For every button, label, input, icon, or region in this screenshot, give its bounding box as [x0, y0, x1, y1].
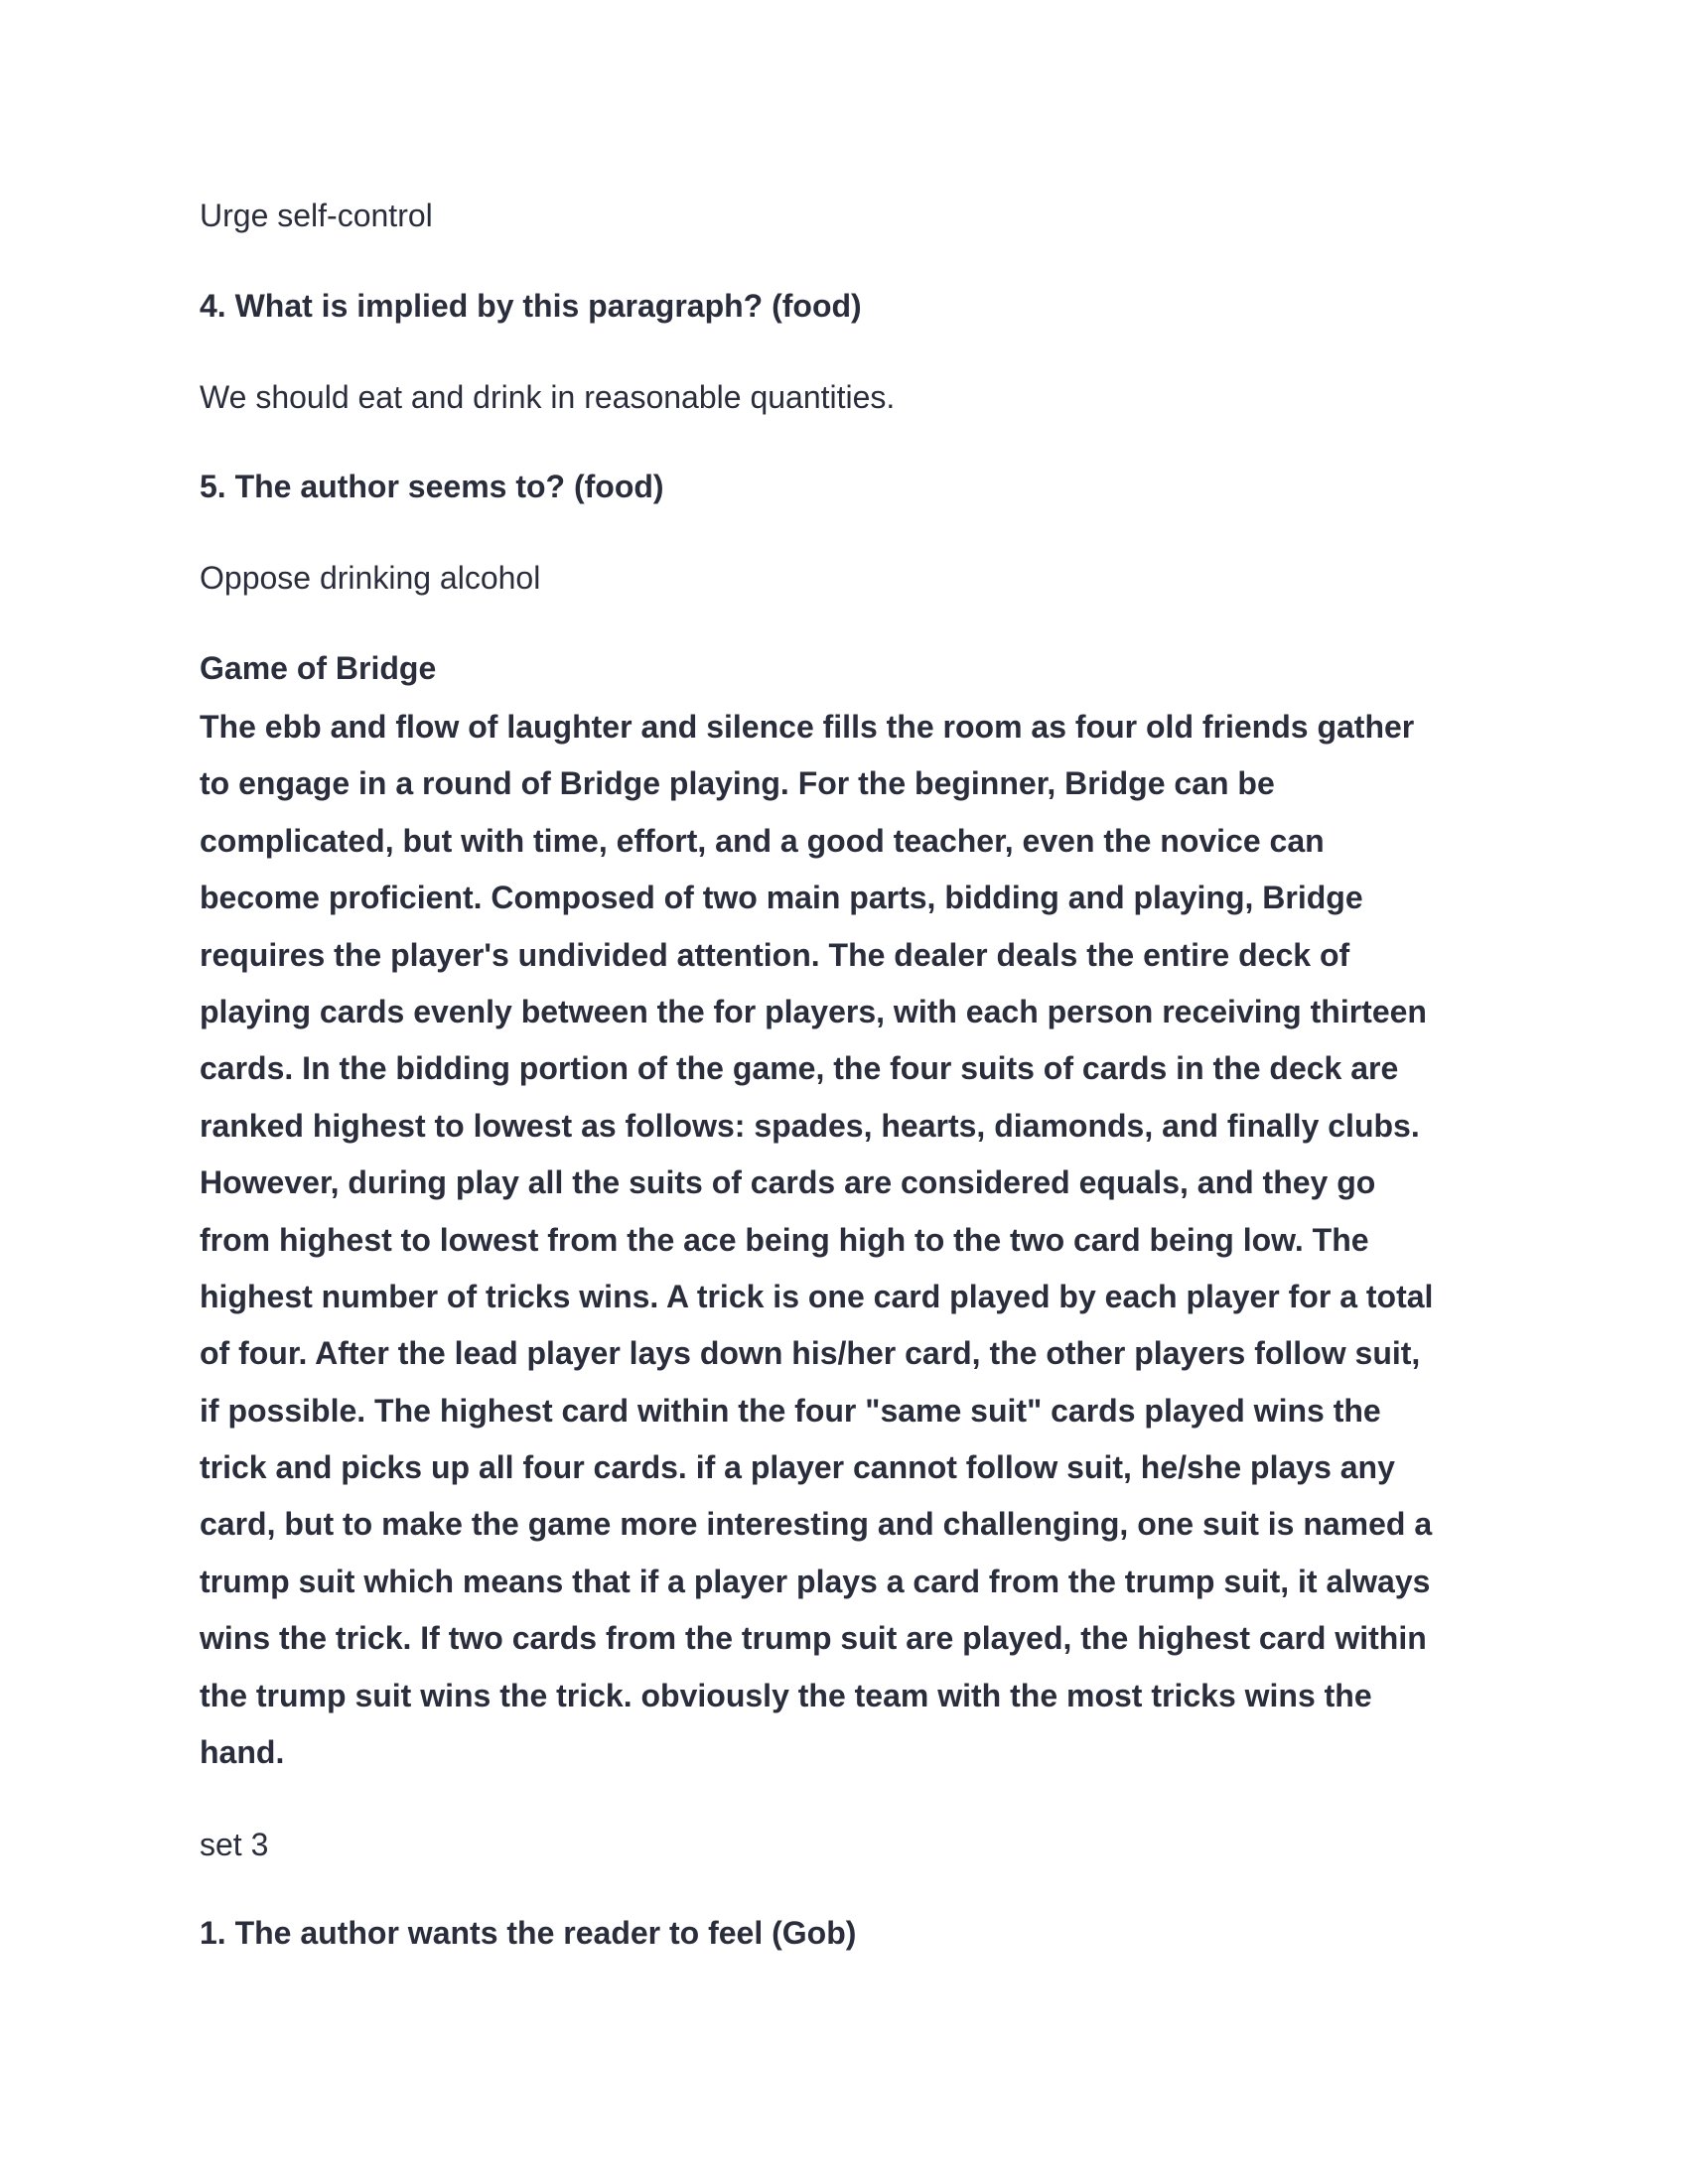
passage-line: cards. In the bidding portion of the game, the four suits of cards in the deck are [200, 1050, 1399, 1087]
answer-text: Oppose drinking alcohol [200, 560, 541, 596]
question-heading: 5. The author seems to? (food) [200, 469, 664, 504]
passage-line: complicated, but with time, effort, and a good teacher, even the novice can [200, 822, 1325, 859]
passage-line: The ebb and flow of laughter and silence fills the room as four old friends gather [200, 709, 1415, 745]
set-label: set 3 [200, 1827, 269, 1862]
question-heading: 4. What is implied by this paragraph? (food) [200, 288, 862, 324]
passage-line: the trump suit wins the trick. obviously the team with the most tricks wins the [200, 1677, 1372, 1713]
passage-line: card, but to make the game more interesting and challenging, one suit is named a [200, 1506, 1433, 1543]
passage-body [200, 711, 1433, 1793]
passage-line: to engage in a round of Bridge playing. For the beginner, Bridge can be [200, 765, 1275, 802]
passage-line: of four. After the lead player lays down his/her card, the other players follow suit, [200, 1335, 1421, 1372]
passage-line: hand. [200, 1734, 285, 1771]
passage-line: if possible. The highest card within the four "same suit" cards played wins the [200, 1392, 1381, 1429]
passage-line: highest number of tricks wins. A trick is one card played by each player for a total [200, 1278, 1434, 1314]
passage-title: Game of Bridge [200, 650, 437, 686]
passage-line: from highest to lowest from the ace being high to the two card being low. The [200, 1221, 1369, 1258]
passage-line: ranked highest to lowest as follows: spades, hearts, diamonds, and finally clubs. [200, 1107, 1420, 1144]
answer-text: We should eat and drink in reasonable quantities. [200, 379, 896, 415]
passage-line: wins the trick. If two cards from the trump suit are played, the highest card within [200, 1620, 1427, 1657]
passage-line: become proficient. Composed of two main parts, bidding and playing, Bridge [200, 880, 1363, 916]
passage-line: requires the player's undivided attention. The dealer deals the entire deck of [200, 936, 1350, 973]
passage-line: trump suit which means that if a player plays a card from the trump suit, it always [200, 1563, 1431, 1599]
passage-line: However, during play all the suits of cards are considered equals, and they go [200, 1164, 1376, 1201]
passage-line: trick and picks up all four cards. if a player cannot follow suit, he/she plays any [200, 1449, 1395, 1486]
answer-text: Urge self-control [200, 198, 433, 233]
passage-line: playing cards evenly between the for players, with each person receiving thirteen [200, 993, 1427, 1029]
question-heading: 1. The author wants the reader to feel (Gob) [200, 1915, 857, 1951]
